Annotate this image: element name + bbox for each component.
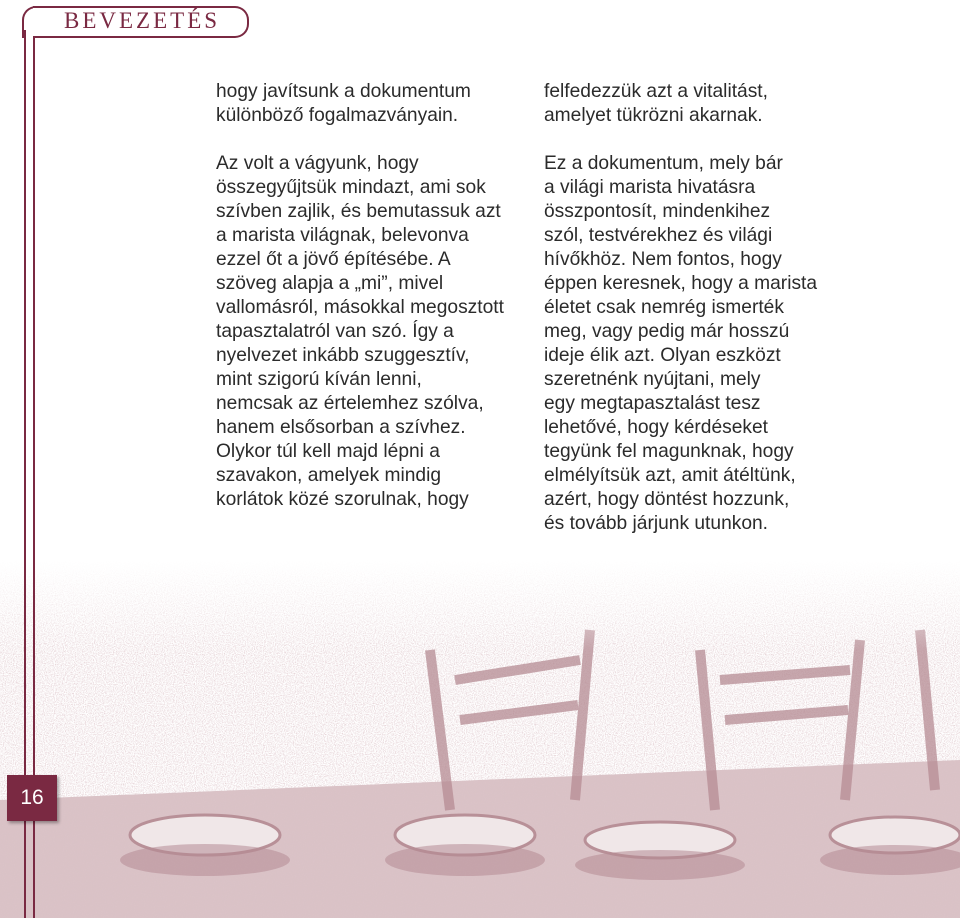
text-column-left <box>216 80 536 536</box>
paragraph: Az volt a vágyunk, hogy összegyűjtsük mindazt, ami sok szívben zajlik, és bemutassuk azt a marista világnak, belevonva ezzel őt a jövő építésébe. A szöveg alapja a „mi”, mivel vallomásról, másokkal megosztott tapasztalatról van szó. Így a nyelvezet inkább szuggesztív, mint szigorú kíván lenni, nemcsak az értelemhez szólva, hanem elsősorban a szívhez. Olykor túl kell majd lépni a szavakon, amelyek mindig korlátok közé szorulnak, hogy <box>216 153 504 510</box>
chairs-table-illustration <box>0 560 960 918</box>
paragraph: Ez a dokumentum, mely bár a világi marista hivatásra összpontosít, mindenkihez szól, testvérekhez és világi hívőkhöz. Nem fontos, hogy éppen keresnek, hogy a marista életet csak nemrég ismerték meg, vagy pedig már hosszú ideje élik azt. Olyan eszközt szeretnénk nyújtani, mely egy megtapasztalást tesz lehetővé, hogy kérdéseket tegyünk fel magunknak, hogy elmélyítsük azt, amit átéltünk, azért, hogy döntést hozzunk, és tovább járjunk utunkon. <box>544 153 818 534</box>
paragraph: hogy javítsunk a dokumentum különböző fogalmazványain. <box>216 81 471 126</box>
paragraph: felfedezzük azt a vitalitást, amelyet tükrözni akarnak. <box>544 81 768 126</box>
text-column-right <box>544 80 864 560</box>
section-title: BEVEZETÉS <box>64 8 221 33</box>
page-number: 16 <box>7 775 57 821</box>
